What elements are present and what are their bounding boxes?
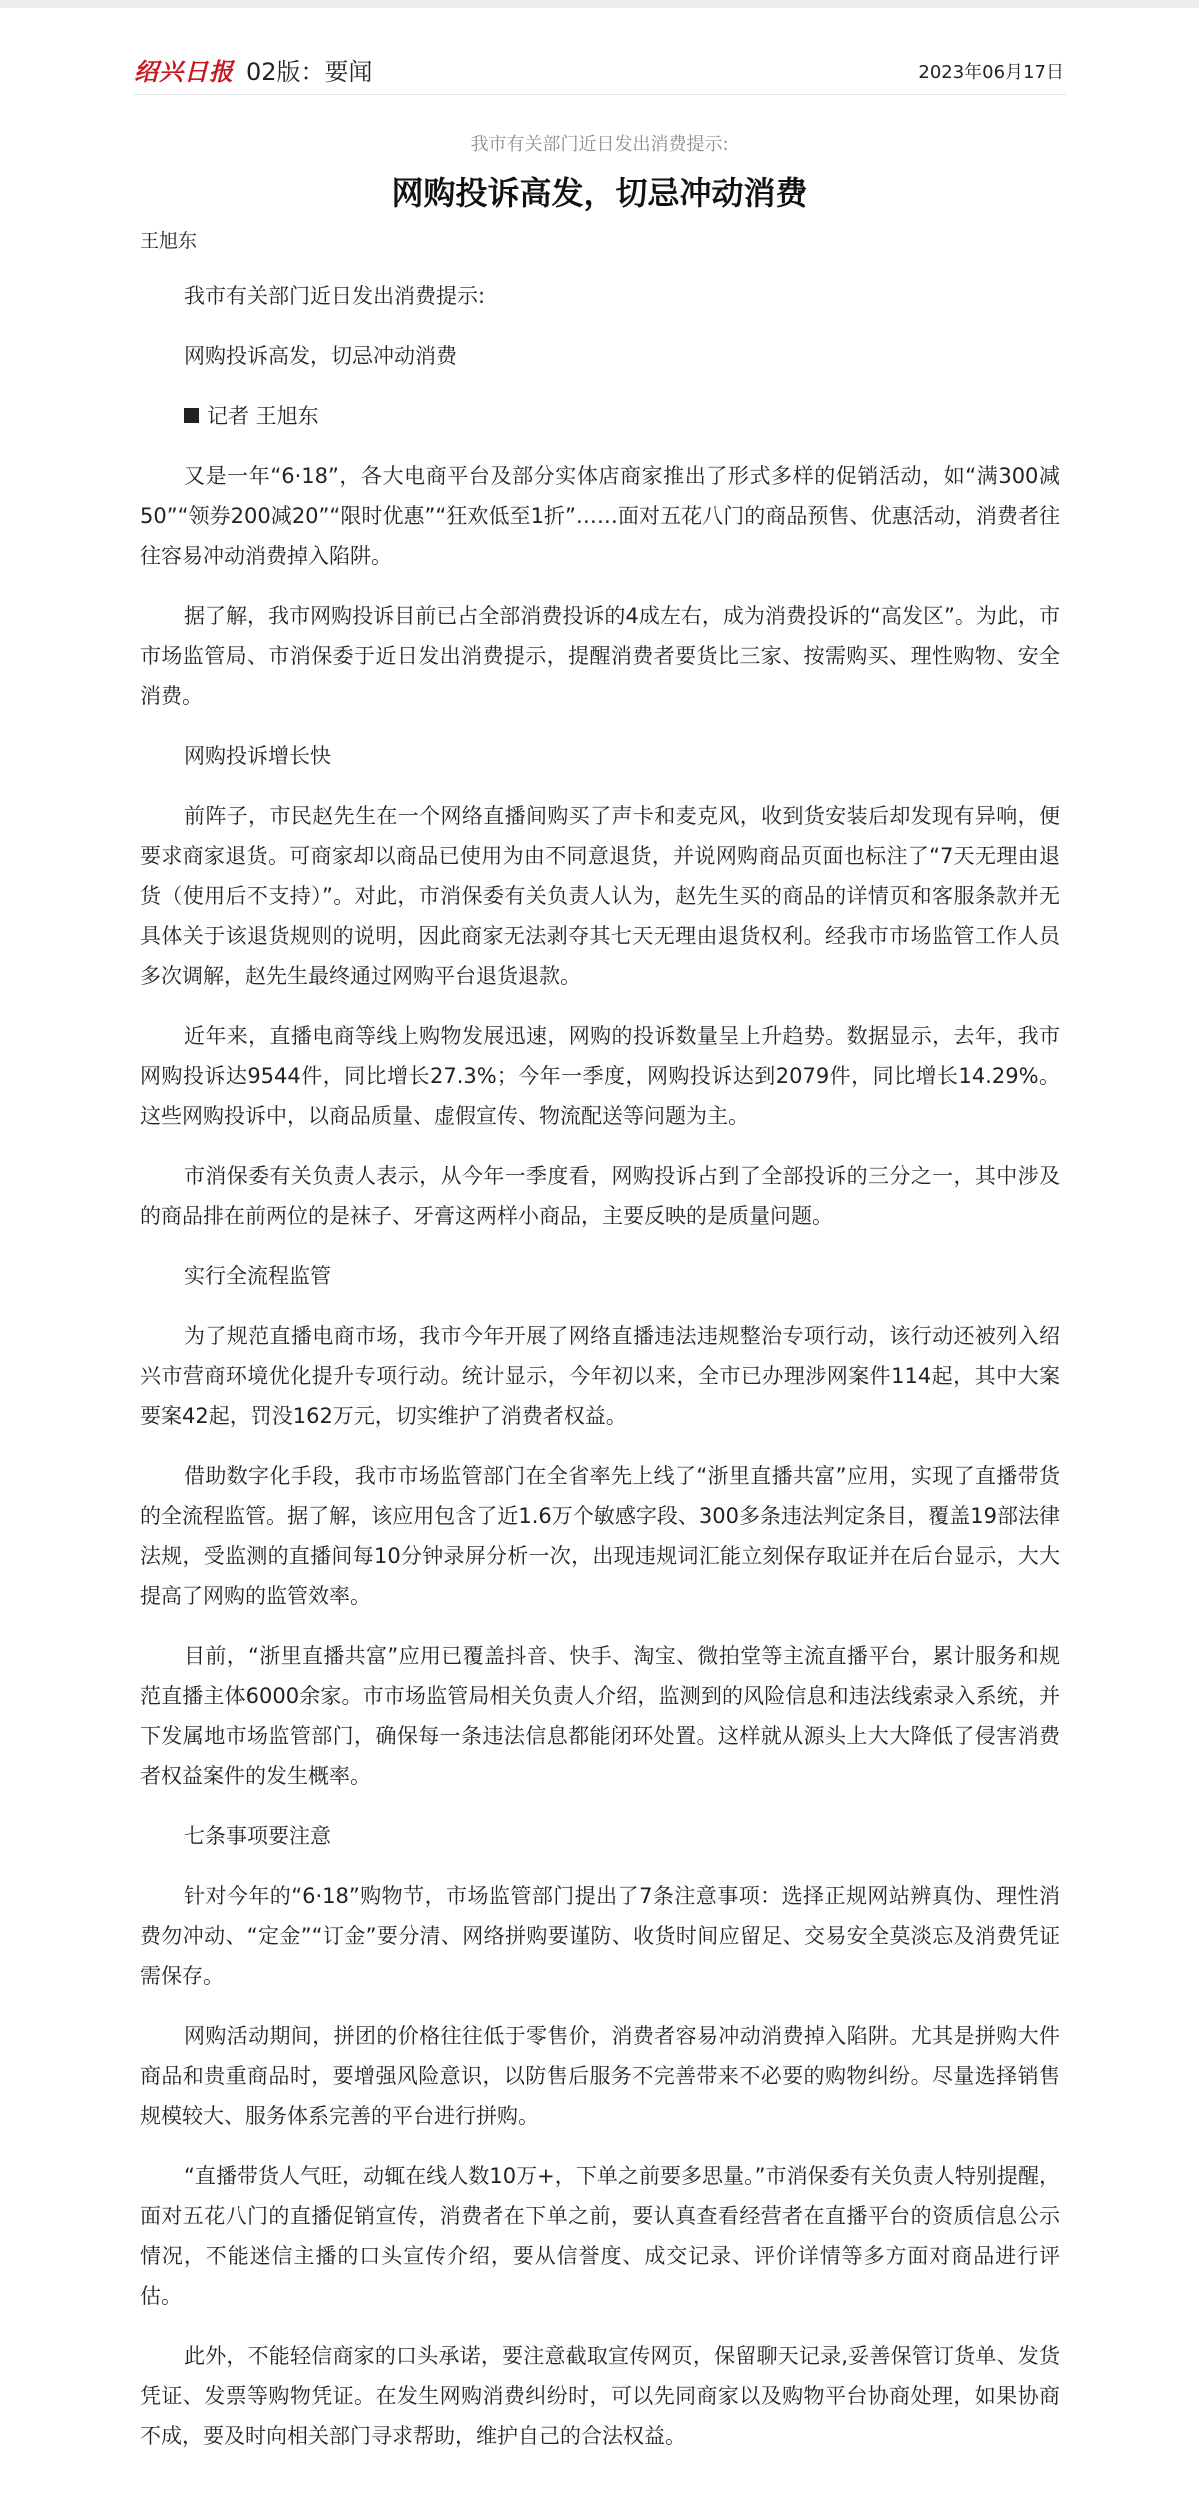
paragraph: 据了解，我市网购投诉目前已占全部消费投诉的4成左右，成为消费投诉的“高发区”。为此，市市场监管局、市消保委于近日发出消费提示，提醒消费者要货比三家、按需购买、理性购物、安全消费。 — [140, 604, 1060, 708]
edition-label[interactable]: 02版：要闻 — [246, 58, 373, 86]
paragraph: 借助数字化手段，我市市场监管部门在全省率先上线了“浙里直播共富”应用，实现了直播带货的全流程监管。据了解，该应用包含了近1.6万个敏感字段、300多条违法判定条目，覆盖19部法律法规，受监测的直播间每10分钟录屏分析一次，出现违规词汇能立刻保存取证并在后台显示，大大提高了网购的监管效率。 — [140, 1464, 1060, 1608]
newspaper-header — [134, 48, 1066, 95]
reporter-text: 记者 王旭东 — [207, 404, 319, 428]
newspaper-logo: 绍兴日报 — [134, 57, 234, 86]
paragraph: 针对今年的“6·18”购物节，市场监管部门提出了7条注意事项：选择正规网站辨真伪、理性消费勿冲动、“定金”“订金”要分清、网络拼购要谨防、收货时间应留足、交易安全莫淡忘及消费凭证需保存。 — [140, 1884, 1060, 1988]
paragraph: 市消保委有关负责人表示，从今年一季度看，网购投诉占到了全部投诉的三分之一，其中涉及的商品排在前两位的是袜子、牙膏这两样小商品，主要反映的是质量问题。 — [140, 1164, 1060, 1228]
paragraph: 此外，不能轻信商家的口头承诺，要注意截取宣传网页，保留聊天记录,妥善保管订货单、发货凭证、发票等购物凭证。在发生网购消费纠纷时，可以先同商家以及购物平台协商处理，如果协商不成，要及时向相关部门寻求帮助，维护自己的合法权益。 — [140, 2344, 1060, 2448]
paragraph: 网购活动期间，拼团的价格往往低于零售价，消费者容易冲动消费掉入陷阱。尤其是拼购大件商品和贵重商品时，要增强风险意识，以防售后服务不完善带来不必要的购物纠纷。尽量选择销售规模较大、服务体系完善的平台进行拼购。 — [140, 2024, 1060, 2128]
paragraph: 近年来，直播电商等线上购物发展迅速，网购的投诉数量呈上升趋势。数据显示，去年，我市网购投诉达9544件，同比增长27.3%；今年一季度，网购投诉达到2079件，同比增长14.29%。这些网购投诉中，以商品质量、虚假宣传、物流配送等问题为主。 — [140, 1024, 1060, 1128]
article-headline: 网购投诉高发，切忌冲动消费 — [391, 174, 808, 212]
issue-date: 2023年06月17日 — [918, 62, 1064, 83]
paragraph: “直播带货人气旺，动辄在线人数10万+，下单之前要多思量。”市消保委有关负责人特别提醒，面对五花八门的直播促销宣传，消费者在下单之前，要认真查看经营者在直播平台的资质信息公示情况，不能迷信主播的口头宣传介绍，要从信誉度、成交记录、评价详情等多方面对商品进行评估。 — [140, 2164, 1060, 2308]
paragraph: 网购投诉高发，切忌冲动消费 — [184, 344, 457, 368]
paragraph: 前阵子，市民赵先生在一个网络直播间购买了声卡和麦克风，收到货安装后却发现有异响，便要求商家退货。可商家却以商品已使用为由不同意退货，并说网购商品页面也标注了“7天无理由退货（使用后不支持）”。对此，市消保委有关负责人认为，赵先生买的商品的详情页和客服条款并无具体关于该退货规则的说明，因此商家无法剥夺其七天无理由退货权利。经我市市场监管工作人员多次调解，赵先生最终通过网购平台退货退款。 — [140, 804, 1060, 988]
paragraph: 我市有关部门近日发出消费提示: — [184, 284, 486, 308]
section-heading: 七条事项要注意 — [184, 1824, 331, 1848]
section-heading: 实行全流程监管 — [184, 1264, 331, 1288]
reporter-line — [140, 396, 1060, 436]
section-heading: 网购投诉增长快 — [184, 744, 331, 768]
article-author: 王旭东 — [140, 230, 198, 252]
article-body — [140, 276, 1060, 2476]
paragraph: 又是一年“6·18”，各大电商平台及部分实体店商家推出了形式多样的促销活动，如“满300减50”“领券200减20”“限时优惠”“狂欢低至1折”……面对五花八门的商品预售、优惠活动，消费者往往容易冲动消费掉入陷阱。 — [140, 464, 1060, 568]
square-bullet-icon — [184, 408, 199, 423]
article-kicker: 我市有关部门近日发出消费提示: — [470, 134, 729, 155]
paragraph: 目前，“浙里直播共富”应用已覆盖抖音、快手、淘宝、微拍堂等主流直播平台，累计服务和规范直播主体6000余家。市市场监管局相关负责人介绍，监测到的风险信息和违法线索录入系统，并下发属地市场监管部门，确保每一条违法信息都能闭环处置。这样就从源头上大大降低了侵害消费者权益案件的发生概率。 — [140, 1644, 1060, 1788]
top-bar — [0, 0, 1199, 8]
paragraph: 为了规范直播电商市场，我市今年开展了网络直播违法违规整治专项行动，该行动还被列入绍兴市营商环境优化提升专项行动。统计显示，今年初以来，全市已办理涉网案件114起，其中大案要案42起，罚没162万元，切实维护了消费者权益。 — [140, 1324, 1060, 1428]
